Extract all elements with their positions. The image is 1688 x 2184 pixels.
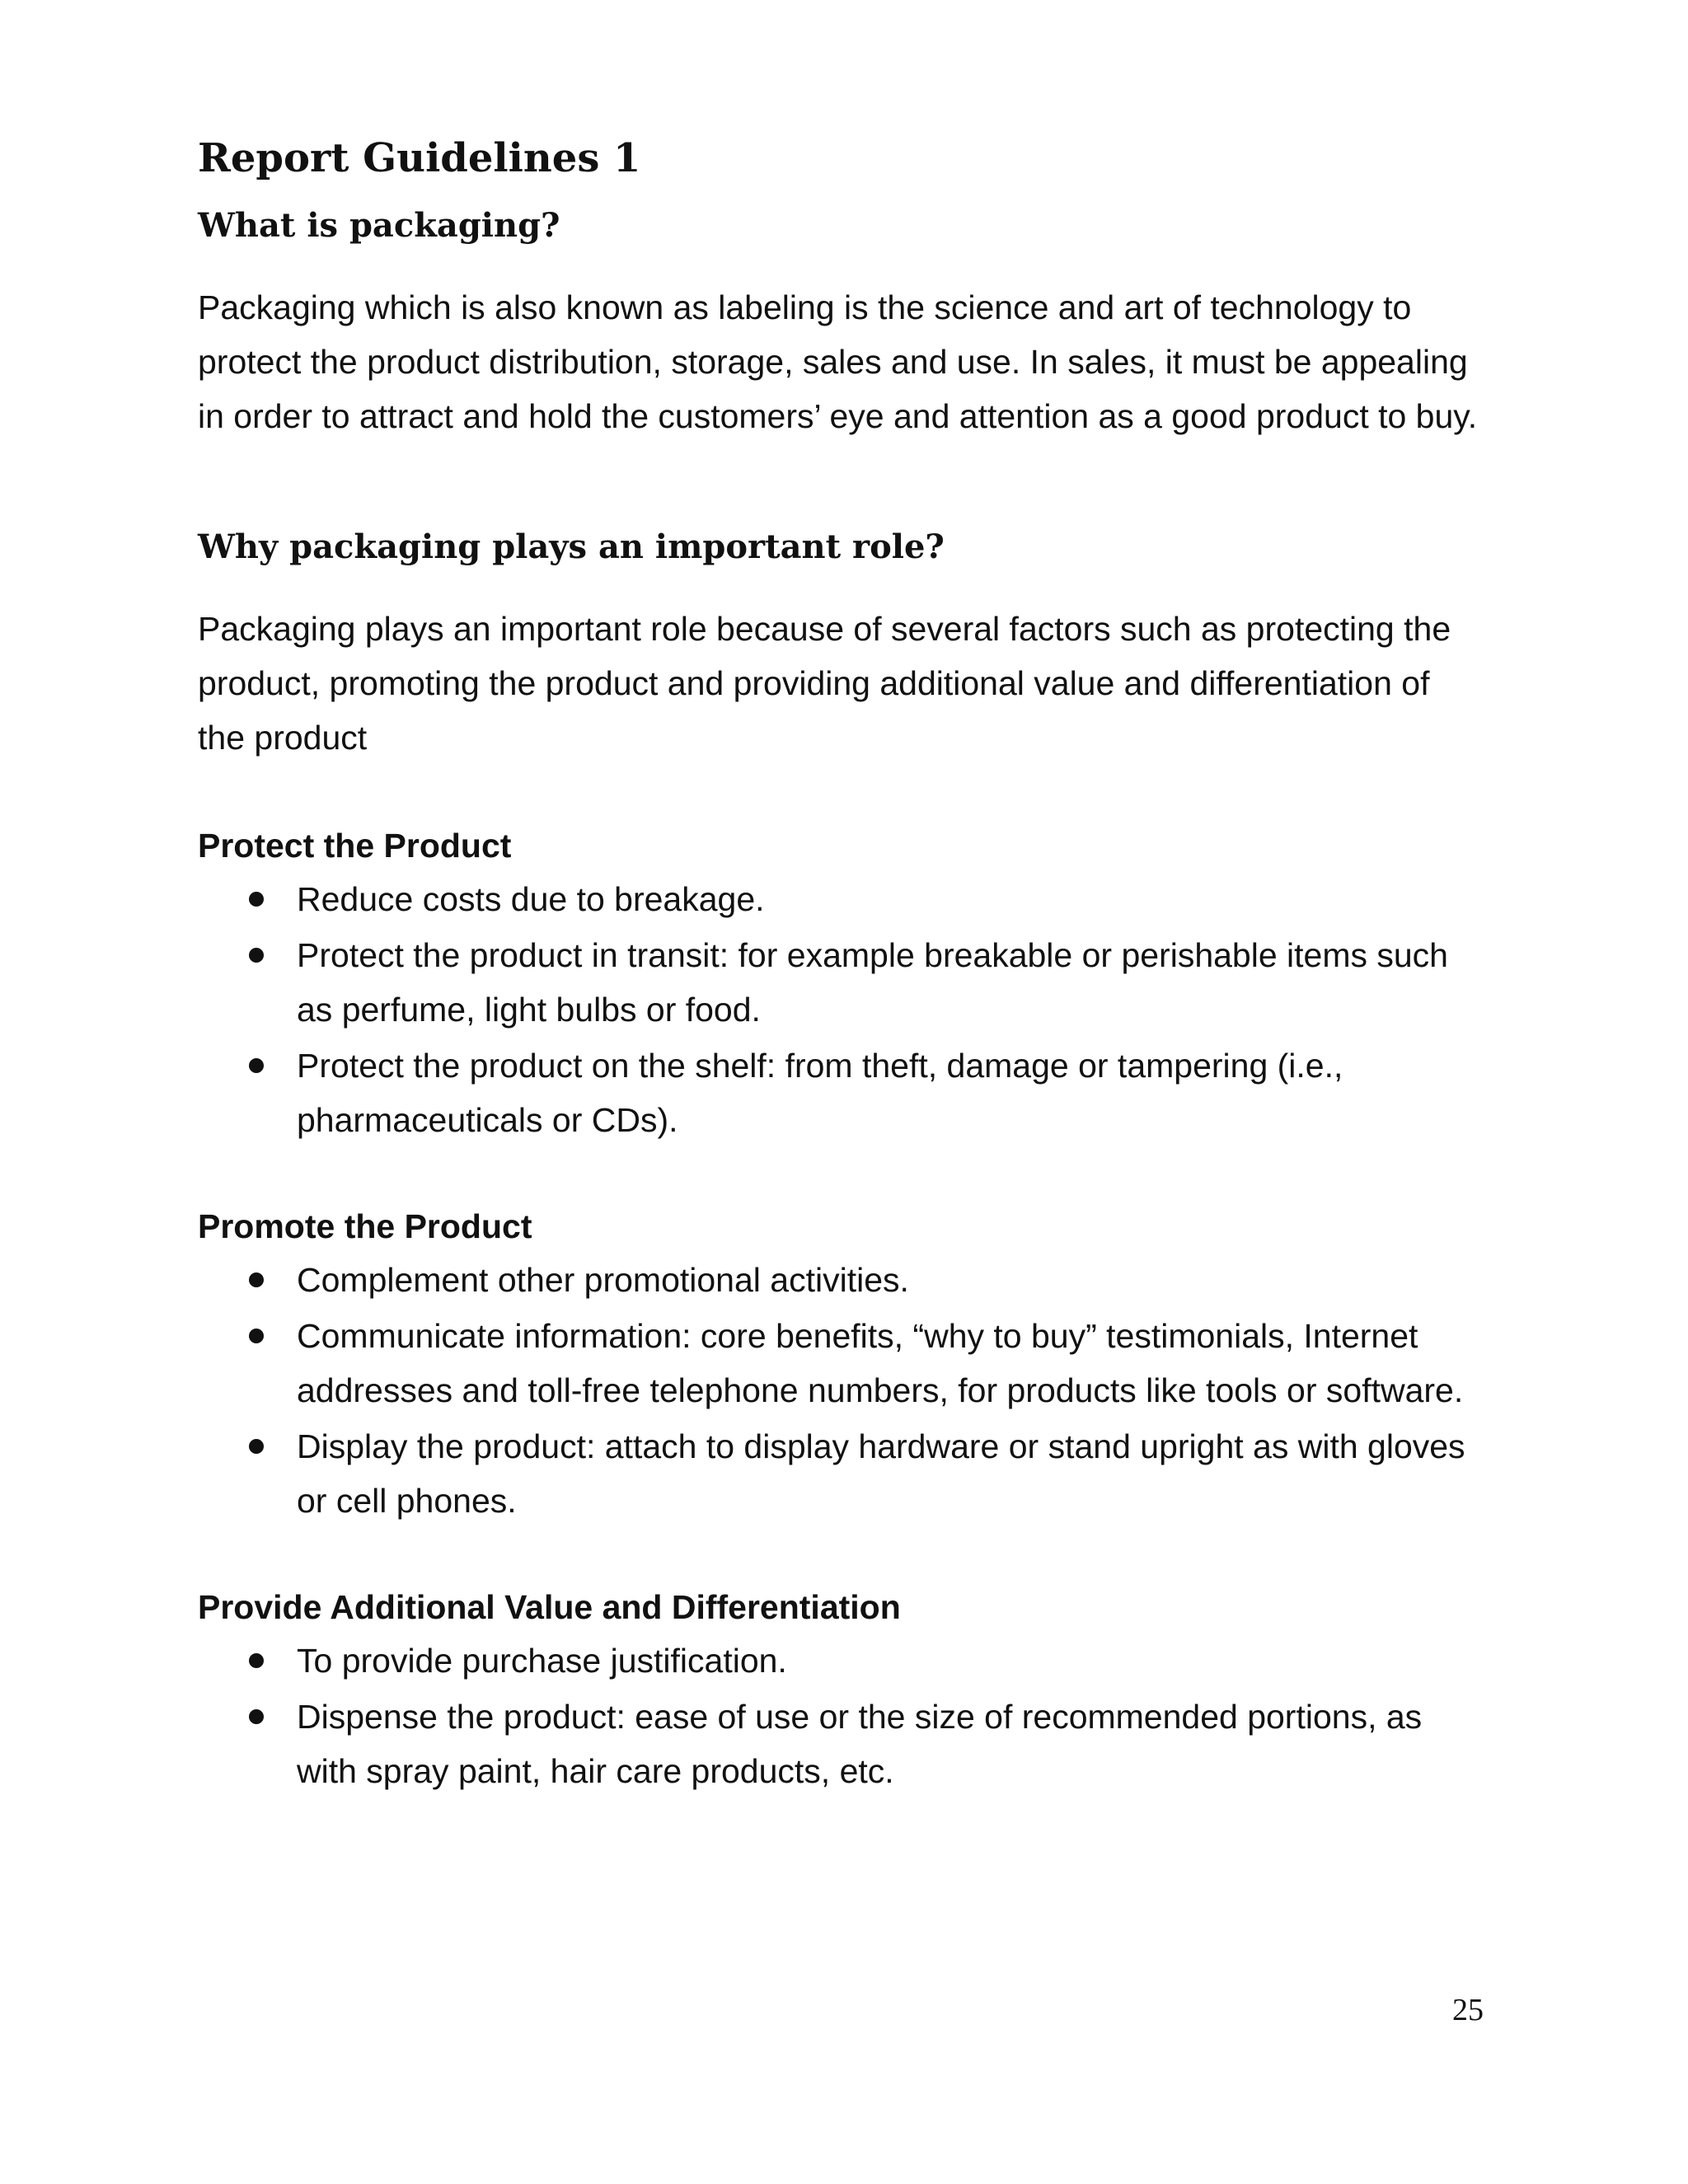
section-heading: Provide Additional Value and Differentiation	[198, 1588, 901, 1626]
bullet-list	[198, 1633, 1484, 1798]
section-promote-the-product	[198, 1200, 1484, 1528]
section-protect-the-product	[198, 819, 1484, 1147]
list-item-text: To provide purchase justification.	[297, 1642, 787, 1680]
list-item-text: Communicate information: core benefits, “why to buy” testimonials, Internet addresses and toll-free telephone numbers, for products like tools or software.	[297, 1317, 1464, 1409]
paragraph-why-packaging-important: Packaging plays an important role because of several factors such as protecting the product, promoting the product and providing additional value and differentiation of the product	[198, 610, 1451, 757]
bullet-icon	[249, 948, 264, 963]
list-item-text: Protect the product in transit: for example breakable or perishable items such as perfume, light bulbs or food.	[297, 936, 1448, 1029]
list-item	[198, 1253, 1484, 1307]
bullet-icon	[249, 1709, 264, 1724]
paragraph-what-is-packaging: Packaging which is also known as labeling is the science and art of technology to protect the product distribution, storage, sales and use. In sales, it must be appealing in order to attract and hold the customers’ eye and attention as a good product to buy.	[198, 288, 1478, 435]
list-item	[198, 1419, 1484, 1528]
list-item	[198, 1038, 1484, 1147]
bullet-icon	[249, 892, 264, 907]
page-number: 25	[1452, 1993, 1484, 2027]
list-item-text: Display the product: attach to display hardware or stand upright as with gloves or cell phones.	[297, 1427, 1465, 1520]
bullet-icon	[249, 1329, 264, 1343]
bullet-list	[198, 872, 1484, 1147]
heading-what-is-packaging: What is packaging?	[198, 206, 560, 245]
bullet-icon	[249, 1058, 264, 1073]
bullet-list	[198, 1253, 1484, 1528]
heading-why-packaging-important: Why packaging plays an important role?	[198, 527, 945, 566]
section-heading: Promote the Product	[198, 1207, 532, 1245]
list-item-text: Protect the product on the shelf: from theft, damage or tampering (i.e., pharmaceuticals or CDs).	[297, 1047, 1343, 1139]
list-item	[198, 1690, 1484, 1798]
bullet-icon	[249, 1653, 264, 1668]
list-item-text: Complement other promotional activities.	[297, 1261, 909, 1299]
bullet-icon	[249, 1439, 264, 1454]
list-item-text: Reduce costs due to breakage.	[297, 880, 765, 918]
document-page	[198, 132, 1484, 1851]
list-item	[198, 872, 1484, 926]
section-heading: Protect the Product	[198, 827, 512, 865]
section-provide-additional-value	[198, 1581, 1484, 1798]
list-item	[198, 1633, 1484, 1688]
list-item	[198, 928, 1484, 1037]
bullet-icon	[249, 1272, 264, 1287]
list-item-text: Dispense the product: ease of use or the size of recommended portions, as with spray paint, hair care products, etc.	[297, 1698, 1423, 1790]
page-title: Report Guidelines 1	[198, 135, 641, 181]
list-item	[198, 1309, 1484, 1418]
